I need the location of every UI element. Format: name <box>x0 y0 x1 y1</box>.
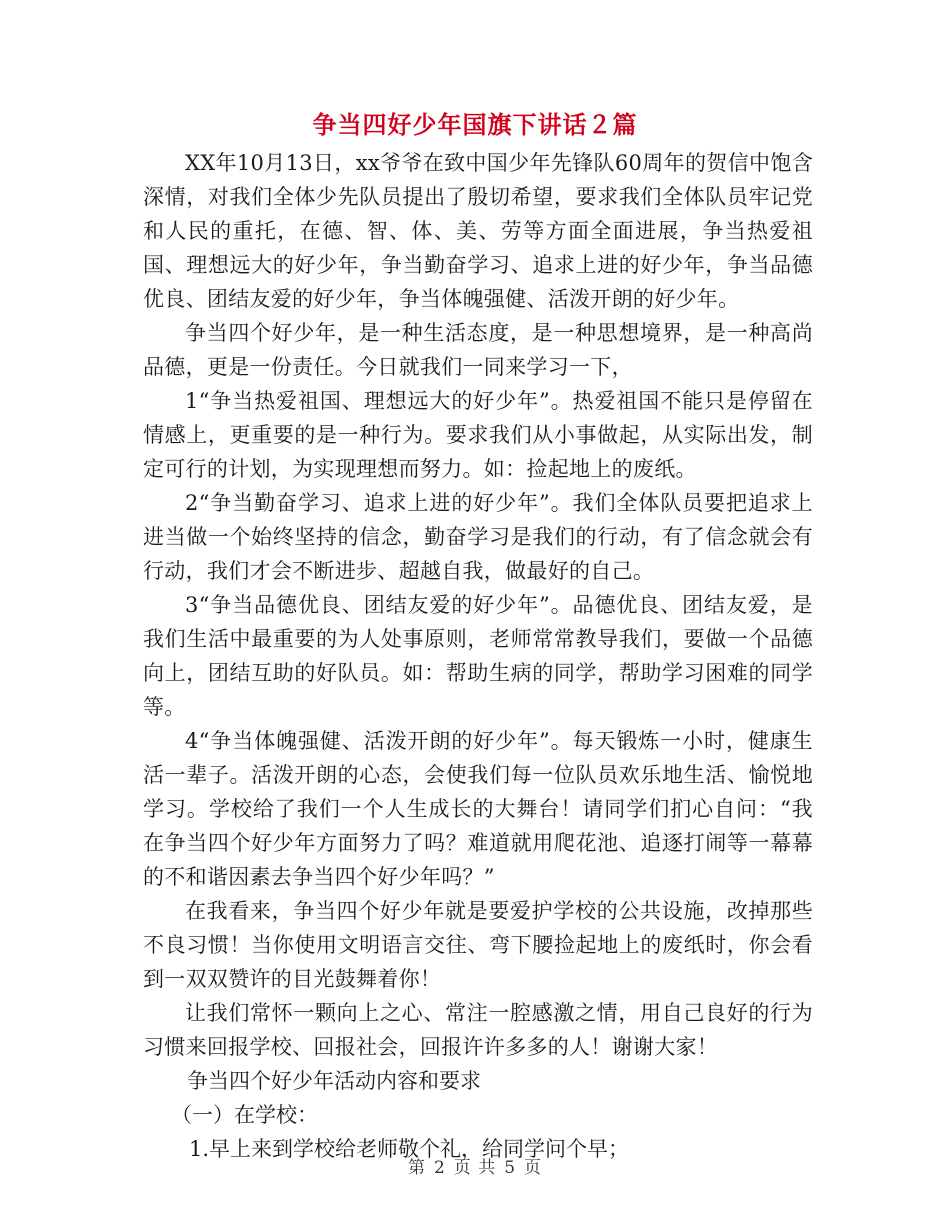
list-item: 1.早上来到学校给老师敬个礼，给同学问个早； <box>189 1137 630 1161</box>
paragraph-intro: XX年10月13日，xx爷爷在致中国少年先锋队60周年的贺信中饱含深情，对我们全体少先队员提出了殷切希望，要求我们全体队员牢记党和人民的重托，在德、智、体、美、劳等方面全面进展，争当热爱祖国、理想远大的好少年，争当勤奋学习、追求上进的好少年，争当品德优良、团结友爱的好少年，争当体魄强健、活泼开朗的好少年。 <box>143 151 813 311</box>
page-footer <box>0 1153 950 1178</box>
document-body <box>143 146 813 1166</box>
footer-suffix: 页 <box>524 1158 543 1178</box>
paragraph-opinion: 在我看来，争当四个好少年就是要爱护学校的公共设施，改掉那些不良习惯！当你使用文明语言交往、弯下腰捡起地上的废纸时，你会看到一双双赞许的目光鼓舞着你！ <box>143 899 813 991</box>
paragraph-point-2: 2“争当勤奋学习、追求上进的好少年”。我们全体队员要把追求上进当做一个始终坚持的信念，勤奋学习是我们的行动，有了信念就会有行动，我们才会不断进步、超越自我，做最好的自己。 <box>143 491 813 583</box>
paragraph-closing: 让我们常怀一颗向上之心、常注一腔感激之情，用自己良好的行为习惯来回报学校、回报社会，回报许许多多的人！谢谢大家！ <box>143 1001 813 1059</box>
footer-total-pages: 5 <box>504 1158 517 1178</box>
paragraph-point-1: 1“争当热爱祖国、理想远大的好少年”。热爱祖国不能只是停留在情感上，更重要的是一种行为。要求我们从小事做起，从实际出发，制定可行的计划，为实现理想而努力。如：捡起地上的废纸。 <box>143 389 813 481</box>
sub-heading: （一）在学校： <box>171 1103 318 1127</box>
document-title: 争当四好少年国旗下讲话２篇 <box>312 110 638 139</box>
paragraph-point-3: 3“争当品德优良、团结友爱的好少年”。品德优良、团结友爱，是我们生活中最重要的为人处事原则，老师常常教导我们，要做一个品德向上，团结互助的好队员。如：帮助生病的同学，帮助学习困难的同学等。 <box>143 593 813 719</box>
section-heading: 争当四个好少年活动内容和要求 <box>187 1069 481 1093</box>
paragraph-attitude: 争当四个好少年，是一种生活态度，是一种思想境界，是一种高尚品德，更是一份责任。今日就我们一同来学习一下， <box>143 321 813 379</box>
footer-page-number: 2 <box>433 1158 446 1178</box>
footer-middle: 页 共 <box>453 1158 497 1178</box>
footer-prefix: 第 <box>407 1158 426 1178</box>
paragraph-point-4: 4“争当体魄强健、活泼开朗的好少年”。每天锻炼一小时，健康生活一辈子。活泼开朗的心态，会使我们每一位队员欢乐地生活、愉悦地学习。学校给了我们一个人生成长的大舞台！请同学们扪心自问：“我在争当四个好少年方面努力了吗？难道就用爬花池、追逐打闹等一幕幕的不和谐因素去争当四个好少年吗？” <box>143 729 813 889</box>
